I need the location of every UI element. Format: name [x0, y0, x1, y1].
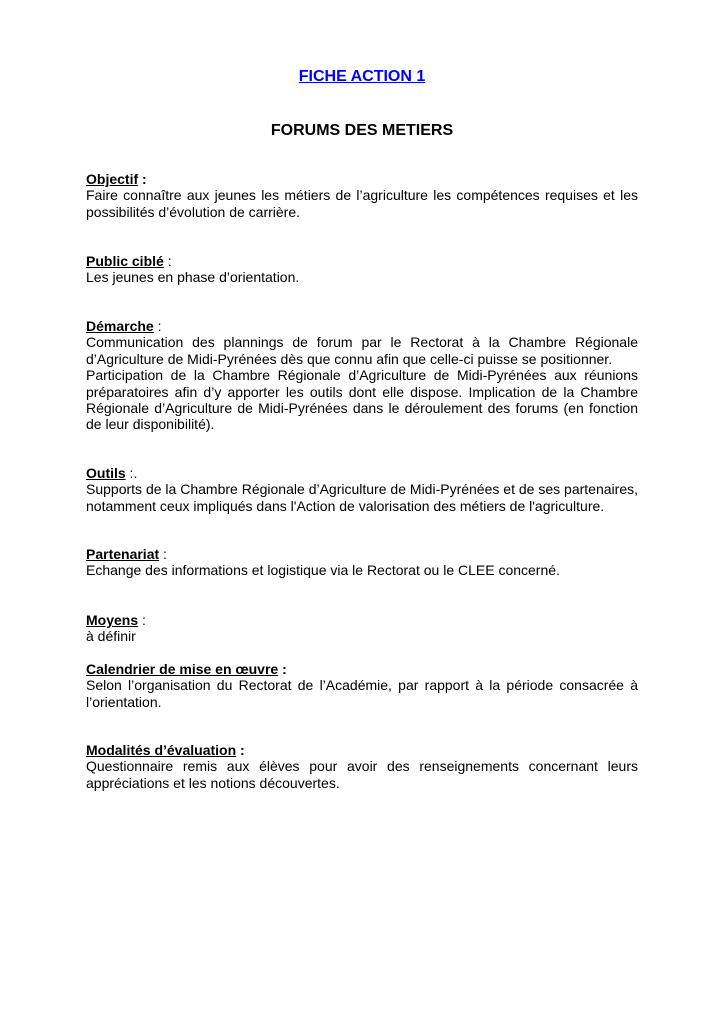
section-modalites-evaluation — [86, 742, 638, 791]
section-heading — [86, 465, 638, 481]
section-label: Modalités d’évaluation — [86, 742, 237, 758]
section-label-suffix: : — [138, 171, 147, 187]
section-partenariat — [86, 546, 638, 579]
section-heading — [86, 253, 638, 269]
section-label-suffix: : — [163, 253, 172, 269]
section-body — [86, 562, 638, 578]
section-label: Démarche — [86, 318, 154, 334]
section-moyens — [86, 612, 638, 645]
section-paragraph: Participation de la Chambre Régionale d’Agriculture de Midi-Pyrénées aux réunions préparatoires afin d’y apporter les outils dont elle dispose. Implication de la Chambre Régionale d’Agriculture de Midi-Pyrénées dans le déroulement des forums (en fonction de leur disponibilité). — [86, 367, 638, 433]
section-paragraph: Questionnaire remis aux élèves pour avoir des renseignements concernant leurs appréciations et les notions découvertes. — [86, 758, 638, 791]
section-label-suffix: :. — [125, 465, 138, 481]
section-label-suffix: : — [138, 612, 146, 628]
section-body — [86, 481, 638, 514]
section-heading — [86, 612, 638, 628]
section-paragraph: à définir — [86, 628, 136, 645]
section-label: Moyens — [86, 612, 139, 628]
section-calendrier — [86, 661, 638, 710]
document-title: FICHE ACTION 1 — [298, 68, 426, 85]
section-heading — [86, 318, 638, 334]
section-heading — [86, 742, 638, 758]
section-label-suffix: : — [153, 318, 162, 334]
section-body — [86, 334, 638, 432]
section-heading — [86, 171, 638, 187]
section-heading — [86, 546, 638, 562]
section-heading — [86, 661, 638, 677]
section-public-cible — [86, 253, 638, 286]
section-body — [86, 269, 638, 285]
section-label-suffix: : — [278, 661, 287, 677]
section-label: Outils — [86, 465, 126, 481]
section-paragraph: Selon l’organisation du Rectorat de l’Académie, par rapport à la période consacrée à l’orientation. — [86, 677, 638, 710]
section-body — [86, 677, 638, 710]
section-paragraph: Les jeunes en phase d’orientation. — [86, 269, 300, 286]
section-paragraph: Supports de la Chambre Régionale d’Agriculture de Midi-Pyrénées et de ses partenaires, notamment ceux impliqués dans l'Action de valorisation des métiers de l'agriculture. — [86, 481, 638, 514]
section-body — [86, 628, 638, 644]
section-objectif — [86, 171, 638, 220]
section-label: Public ciblé — [86, 253, 164, 269]
section-body — [86, 187, 638, 220]
section-label-suffix: : — [236, 742, 245, 758]
section-label: Objectif — [86, 171, 139, 187]
section-paragraph: Communication des plannings de forum par le Rectorat à la Chambre Régionale d’Agriculture de Midi-Pyrénées dès que connu afin que celle-ci puisse se positionner. — [86, 334, 638, 367]
section-body — [86, 758, 638, 791]
section-demarche — [86, 318, 638, 433]
section-label: Calendrier de mise en œuvre — [86, 661, 279, 677]
section-outils — [86, 465, 638, 514]
section-paragraph: Faire connaître aux jeunes les métiers de l’agriculture les compétences requises et les possibilités d’évolution de carrière. — [86, 187, 638, 220]
section-paragraph: Echange des informations et logistique via le Rectorat ou le CLEE concerné. — [86, 562, 560, 579]
section-label: Partenariat — [86, 546, 160, 562]
section-label-suffix: : — [159, 546, 167, 562]
document-subtitle: FORUMS DES METIERS — [270, 122, 454, 139]
